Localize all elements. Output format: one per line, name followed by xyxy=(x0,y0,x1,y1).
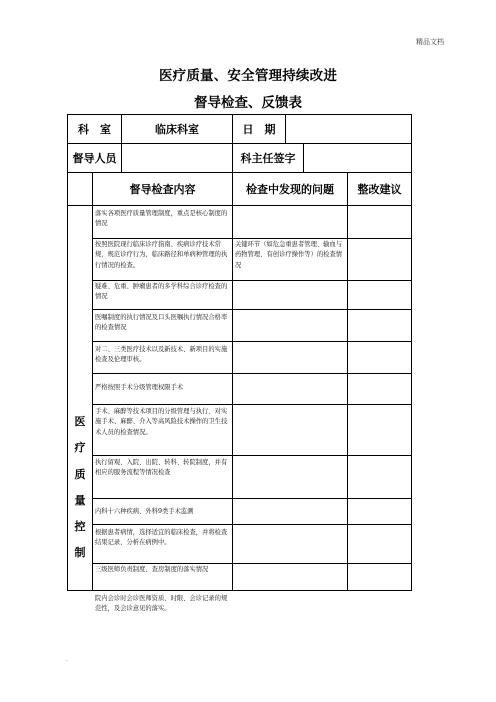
dept-value: 临床科室 xyxy=(155,123,199,136)
page-subtitle: 督导检查、反馈表 xyxy=(194,95,302,111)
checklist-item: 手术、麻醉等技术项目的分级管理与执行、对实施手术、麻醉、介入等高风险技术操作的卫生技术人员的检查情况。 xyxy=(95,408,228,436)
category-char: 控 xyxy=(74,520,86,534)
col-header-suggestions: 整改建议 xyxy=(357,183,402,196)
category-char: 制 xyxy=(74,546,86,560)
checklist-item: 严格按照手术分级管理权限手术 xyxy=(95,384,184,391)
supervisor-value[interactable] xyxy=(122,144,232,172)
date-value[interactable] xyxy=(286,115,411,143)
category-char: 量 xyxy=(74,493,86,507)
checklist-item: 三级医师负责制度、查房制度的落实情况 xyxy=(95,566,209,573)
checklist-item: 医嘱制度的执行情况及口头医嘱执行情况合格率的检查情况 xyxy=(95,314,228,332)
checklist-item: 按照医院现行临床诊疗指南、疾病诊疗技术常规，规范诊疗行为，临床路径和单病种管理的执行情况的检查。 xyxy=(95,241,228,269)
footer-dot: . xyxy=(66,656,68,663)
issue-text: 关键环节（如危急重患者管理、输血与药物管理、有创诊疗操作等）的检查情况 xyxy=(235,241,343,269)
checklist-item: 对二、三类医疗技术以及新技术、新项目的实施检查及伦理审核。 xyxy=(95,346,228,364)
checklist-item: 院内会诊时会诊医师资质、时限、会诊记录的规范性，及会诊意见的落实。 xyxy=(95,595,228,613)
page-title: 医疗质量、安全管理持续改进 xyxy=(158,68,338,84)
director-signature-label: 科主任签字 xyxy=(240,152,296,165)
col-header-issues: 检查中发现的问题 xyxy=(246,183,334,196)
checklist-item: 执行留观、入院、出院、转科、转院制度，并有相应的服务流程等情况检查 xyxy=(95,459,228,477)
inspection-table xyxy=(67,114,412,613)
category-char: 疗 xyxy=(74,441,86,455)
checklist-item: 内科十六种疾病、外科9类手术监测 xyxy=(95,508,194,515)
date-label: 日 期 xyxy=(242,123,276,136)
category-char: 质 xyxy=(74,467,86,481)
checklist-item: 落实各项医疗质量管理制度，重点是核心制度的情况 xyxy=(95,210,228,228)
director-signature-value[interactable] xyxy=(304,144,411,172)
supervisor-label: 督导人员 xyxy=(72,152,117,165)
category-char: 医 xyxy=(74,415,86,428)
checklist-item: 疑难、危重、肿瘤患者的多学科综合诊疗检查的情况 xyxy=(95,283,228,301)
header-note: 精品文档 xyxy=(416,38,444,46)
col-header-content: 督导检查内容 xyxy=(129,183,196,196)
dept-label: 科 室 xyxy=(78,123,111,136)
checklist-item: 根据患者病情，选择适宜的临床检查，并将检查结果记录、分析在病例中。 xyxy=(95,529,228,547)
category-label xyxy=(61,409,99,567)
